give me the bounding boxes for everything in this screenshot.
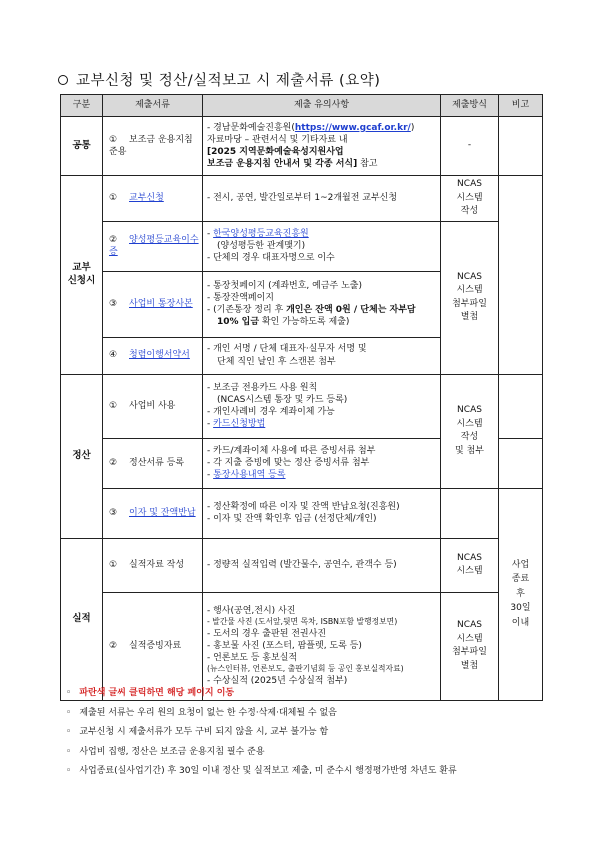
list-item: ◦ 파란색 글씨 클릭하면 해당 페이지 이동 — [66, 688, 235, 698]
category-common: 공통 — [61, 117, 103, 176]
bank-history-link[interactable]: 통장사용내역 등록 — [213, 470, 286, 481]
submission-table — [60, 94, 543, 701]
category-settlement: 정산 — [61, 374, 103, 538]
gcaf-link[interactable]: https://www.gcaf.or.kr/ — [294, 122, 411, 133]
table-row — [61, 488, 543, 538]
list-item: ◦ 교부신청 시 제출서류가 모두 구비 되지 않을 시, 교부 불가능 함 — [66, 727, 329, 737]
method-grant-2-4: NCAS 시스템 첨부파일 별첨 — [441, 221, 499, 374]
doc-grant-4: ④ 청렴이행서약서 — [103, 337, 203, 374]
doc-grant-3: ③ 사업비 통장사본 — [103, 271, 203, 337]
header-category: 구분 — [61, 95, 103, 117]
category-grant: 교부 신청시 — [61, 176, 103, 375]
header-document: 제출서류 — [103, 95, 203, 117]
doc-settle-1: ① 사업비 사용 — [103, 374, 203, 438]
req-grant-2: - 한국양성평등교육진흥원 (양성평등한 관계맺기) - 단체의 경우 대표자명으로 이수 — [203, 221, 441, 271]
list-item: ◦ 제출된 서류는 우리 원의 요청이 없는 한 수정·삭제·대체될 수 없음 — [66, 707, 337, 718]
bankbook-link[interactable]: 사업비 통장사본 — [129, 298, 193, 309]
doc-settle-2: ② 정산서류 등록 — [103, 438, 203, 488]
note-settle-1 — [499, 374, 543, 438]
method-grant-1: NCAS 시스템 작성 — [441, 176, 499, 222]
notes-list — [66, 684, 457, 782]
interest-return-link[interactable]: 이자 및 잔액반납 — [129, 507, 196, 518]
table-row — [61, 538, 543, 592]
table-row — [61, 176, 543, 222]
header-note: 비고 — [499, 95, 543, 117]
method-results-1: NCAS 시스템 — [441, 538, 499, 592]
doc-common: ① 보조금 운용지침 준용 — [103, 117, 203, 176]
doc-grant-1: ① 교부신청 — [103, 176, 203, 222]
list-item: ◦ 사업종료(실사업기간) 후 30일 이내 정산 및 실적보고 제출, 미 준수시 행정평가반영 차년도 환류 — [66, 766, 457, 776]
category-results: 실적 — [61, 538, 103, 700]
doc-results-1: ① 실적자료 작성 — [103, 538, 203, 592]
page-title — [58, 69, 380, 90]
req-grant-4: - 개인 서명 / 단체 대표자·실무자 서명 및 단체 직인 날인 후 스캔본 첨부 — [203, 337, 441, 374]
method-common: - — [441, 117, 499, 176]
header-row — [61, 95, 543, 117]
req-settle-2: - 카드/계좌이체 사용에 따른 증빙서류 첨부 - 각 지출 증빙에 맞는 정산 증빙서류 첨부 - 통장사용내역 등록 — [203, 438, 441, 488]
method-settle: NCAS 시스템 작성 및 첨부 — [441, 374, 499, 488]
card-application-link[interactable]: 카드신청방법 — [213, 419, 266, 430]
doc-results-2: ② 실적증빙자료 — [103, 592, 203, 700]
method-results-2: NCAS 시스템 첨부파일 별첨 — [441, 592, 499, 700]
req-results-2: - 행사(공연,전시) 사진 - 발간물 사진 (도서앞,뒷면 목차, ISBN포함 발행정보면) - 도서의 경우 출판된 전권사진 - 홍보물 사진 (포스터, 팜플렛, 도록 등) - 언론보도 등 홍보실적 (뉴스인터뷰, 언론보도, 출판기념회 등 공인 홍보실적자료) - 수상실적 (2025년 수상실적 첨부) — [203, 592, 441, 700]
grant-application-link[interactable]: 교부신청 — [129, 193, 164, 204]
method-settle-3 — [441, 488, 499, 538]
req-settle-3: - 정산확정에 따른 이자 및 잔액 반납요청(진흥원) - 이자 및 잔액 확인후 입금 (선정단체/개인) — [203, 488, 441, 538]
kigepe-link[interactable]: 한국양성평등교육진흥원 — [213, 228, 309, 239]
integrity-pledge-link[interactable]: 청렴이행서약서 — [129, 350, 190, 361]
req-grant-3: - 통장첫페이지 (계좌번호, 예금주 노출) - 통장잔액페이지 - (기존통장 정리 후 개인은 잔액 0원 / 단체는 자부담 10% 입금 확인 가능하도록 제출) — [203, 271, 441, 337]
doc-settle-3: ③ 이자 및 잔액반납 — [103, 488, 203, 538]
doc-grant-2: ② 양성평등교육이수증 — [103, 221, 203, 271]
note-settle-2 — [499, 438, 543, 488]
note-deadline: 사업 종료 후 30일 이내 — [499, 488, 543, 700]
req-grant-1: - 전시, 공연, 발간일로부터 1~2개월전 교부신청 — [203, 176, 441, 222]
note-common — [499, 117, 543, 176]
req-common: - 경남문화예술진흥원(https://www.gcaf.or.kr/) 자료마당 – 관련서식 및 기타자료 내 [2025 지역문화예술육성지원사업 보조금 운용지침 안내서 및 각종 서식] 참고 — [203, 117, 441, 176]
table-row — [61, 117, 543, 176]
gender-equality-link[interactable]: 양성평등교육이수증 — [109, 234, 199, 257]
table-row — [61, 221, 543, 271]
circle-bullet-icon — [58, 75, 68, 85]
table-row — [61, 374, 543, 438]
req-settle-1: - 보조금 전용카드 사용 원칙 (NCAS시스템 통장 및 카드 등록) - 개인사례비 경우 계좌이체 가능 - 카드신청방법 — [203, 374, 441, 438]
note-grant — [499, 176, 543, 375]
list-item: ◦ 사업비 집행, 정산은 보조금 운용지침 필수 준용 — [66, 746, 265, 757]
req-results-1: - 정량적 실적입력 (발간물수, 공연수, 관객수 등) — [203, 538, 441, 592]
page-title-text: 교부신청 및 정산/실적보고 시 제출서류 (요약) — [76, 73, 381, 89]
header-requirements: 제출 유의사항 — [203, 95, 441, 117]
header-method: 제출방식 — [441, 95, 499, 117]
